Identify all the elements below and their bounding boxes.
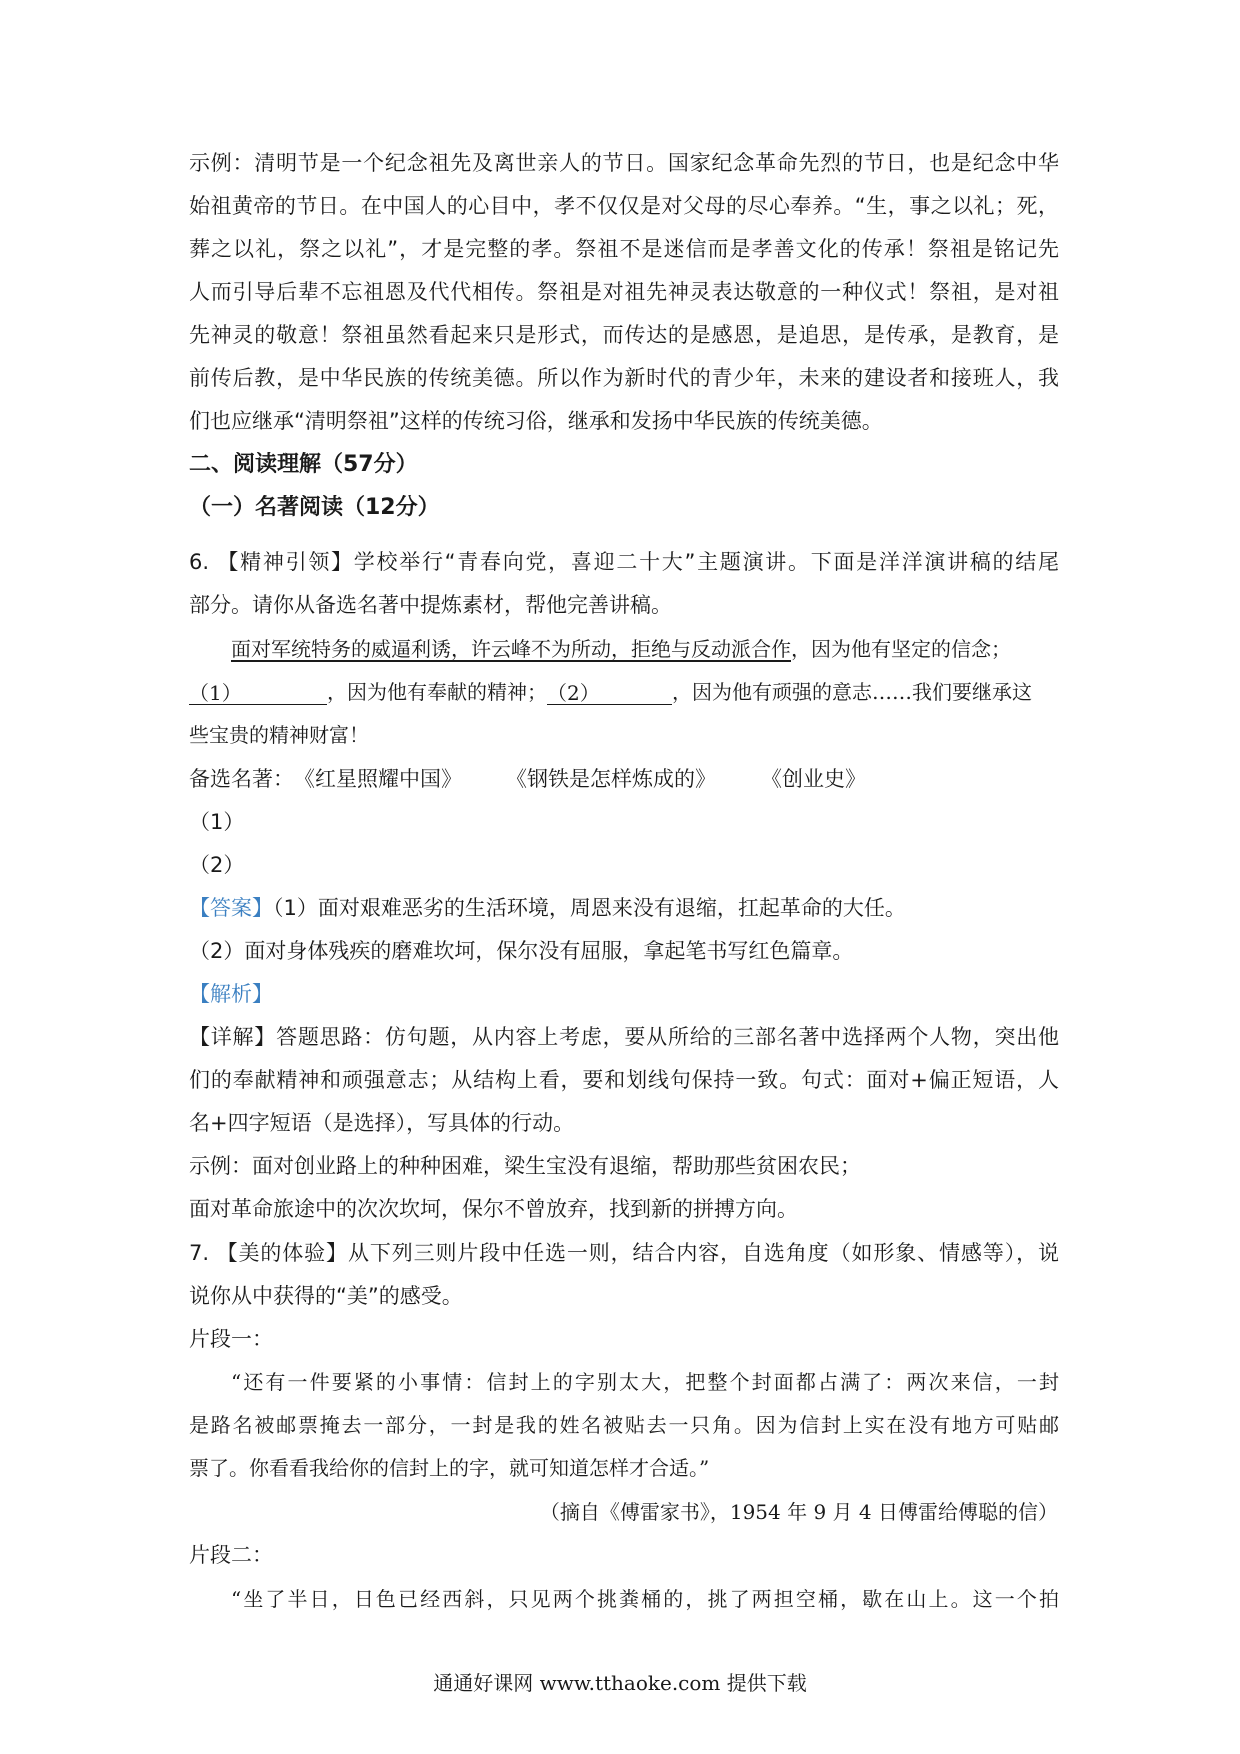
- book-1: 《红星照耀中国》: [294, 767, 462, 791]
- speech-line-1: [231, 636, 1059, 662]
- detail-line-3: 名+四字短语（是选择），写具体的行动。: [189, 1111, 575, 1135]
- section-subtitle: （一）名著阅读（12分）: [189, 495, 440, 520]
- fragment-2-line-1: “坐了半日，日色已经西斜，只见两个挑粪桶的，挑了两担空桶，歇在山上。这一个拍: [231, 1587, 1059, 1611]
- section-title: 二、阅读理解（57分）: [189, 452, 418, 477]
- analysis-tag: 【解析】: [189, 982, 273, 1006]
- example-line-7: 们也应继承“清明祭祖”这样的传统习俗，继承和发扬中华民族的传统美德。: [189, 409, 883, 433]
- fragment-1-line-3: 票了。你看看我给你的信封上的字，就可知道怎样才合适。”: [189, 1456, 710, 1480]
- speech-end: ，因为他有顽强的意志……我们要继承这: [672, 680, 1032, 704]
- detail-line-1: 【详解】答题思路：仿句题，从内容上考虑，要从所给的三部名著中选择两个人物，突出他: [189, 1025, 1059, 1049]
- example-line-1: 示例：清明节是一个纪念祖先及离世亲人的节日。国家纪念革命先烈的节日，也是纪念中华: [189, 151, 1059, 175]
- example-line-4: 人而引导后辈不忘祖恩及代代相传。祭祖是对祖先神灵表达敬意的一种仪式！祭祖，是对祖: [189, 280, 1059, 304]
- speech-mid: ，因为他有奉献的精神；: [327, 680, 547, 704]
- speech-line-2: [189, 679, 1059, 705]
- book-2: 《钢铁是怎样炼成的》: [506, 767, 716, 791]
- example-line-5: 先神灵的敬意！祭祖虽然看起来只是形式，而传达的是感恩，是追思，是传承，是教育，是: [189, 323, 1059, 347]
- example-line-6: 前传后教，是中华民族的传统美德。所以作为新时代的青少年，未来的建设者和接班人，我: [189, 366, 1059, 390]
- q7-stem-line-2: 说你从中获得的“美”的感受。: [189, 1284, 463, 1308]
- fragment-1-line-2: 是路名被邮票掩去一部分，一封是我的姓名被贴去一只角。因为信封上实在没有地方可贴邮: [189, 1413, 1059, 1437]
- book-3: 《创业史》: [761, 767, 866, 791]
- fragment-1-label: 片段一：: [189, 1327, 273, 1351]
- example-answer-line-2: 面对革命旅途中的次次坎坷，保尔不曾放弃，找到新的拼搏方向。: [189, 1197, 798, 1221]
- example-line-2: 始祖黄帝的节日。在中国人的心目中，孝不仅仅是对父母的尽心奉养。“生，事之以礼；死，: [189, 194, 1059, 218]
- fill-blank-2[interactable]: （2）: [547, 680, 672, 705]
- answer-1: （1）面对艰难恶劣的生活环境，周恩来没有退缩，扛起革命的大任。: [273, 896, 906, 920]
- speech-rest: ，因为他有坚定的信念；: [791, 637, 1011, 661]
- underlined-sentence: 面对军统特务的威逼利诱，许云峰不为所动，拒绝与反动派合作: [231, 637, 791, 661]
- answer-line-1: [189, 895, 1059, 921]
- example-answer-line-1: 示例：面对创业路上的种种困难，梁生宝没有退缩，帮助那些贫困农民；: [189, 1154, 861, 1178]
- q7-stem-line-1: 7. 【美的体验】从下列三则片段中任选一则，结合内容，自选角度（如形象、情感等），说: [189, 1241, 1059, 1265]
- example-line-3: 葬之以礼，祭之以礼”，才是完整的孝。祭祖不是迷信而是孝善文化的传承！祭祖是铭记先: [189, 237, 1059, 261]
- books-line: [189, 766, 1059, 792]
- fragment-2-label: 片段二：: [189, 1543, 273, 1567]
- answer-tag: 【答案】: [189, 896, 273, 920]
- speech-line-3: 些宝贵的精神财富！: [189, 723, 369, 747]
- answer-line-2: （2）面对身体残疾的磨难坎坷，保尔没有屈服，拿起笔书写红色篇章。: [189, 939, 854, 963]
- detail-line-2: 们的奉献精神和顽强意志；从结构上看，要和划线句保持一致。句式：面对+偏正短语，人: [189, 1068, 1059, 1092]
- fragment-1-source: （摘自《傅雷家书》，1954 年 9 月 4 日傅雷给傅聪的信）: [539, 1500, 1058, 1524]
- q6-stem-line-1: 6. 【精神引领】学校举行“青春向党，喜迎二十大”主题演讲。下面是洋洋演讲稿的结尾: [189, 550, 1059, 574]
- books-label: 备选名著：: [189, 767, 294, 791]
- page-footer: 通通好课网 www.tthaoke.com 提供下载: [433, 1671, 807, 1695]
- fragment-1-line-1: “还有一件要紧的小事情：信封上的字别太大，把整个封面都占满了：两次来信，一封: [231, 1370, 1059, 1394]
- fill-blank-1[interactable]: （1）: [189, 680, 327, 705]
- q6-stem-line-2: 部分。请你从备选名著中提炼素材，帮他完善讲稿。: [189, 593, 672, 617]
- answer-slot-2: （2）: [189, 853, 245, 877]
- answer-slot-1: （1）: [189, 810, 245, 834]
